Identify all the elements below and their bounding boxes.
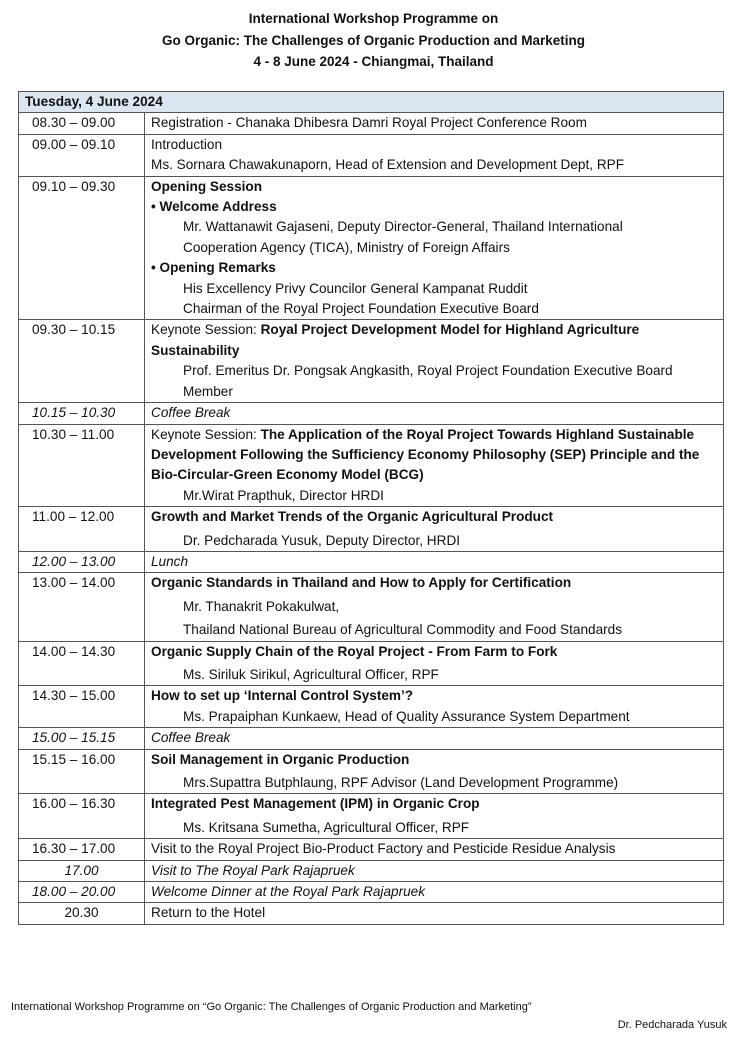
session-cell [145,903,724,924]
header-line-1: International Workshop Programme on [248,11,499,26]
speaker-text: Mr.Wirat Prapthuk, Director HRDI [183,487,384,503]
session-cell [145,686,724,728]
day-heading: Tuesday, 4 June 2024 [19,92,724,113]
time-cell: 15.15 – 16.00 [19,749,145,794]
session-text: Coffee Break [151,405,231,421]
session-title: Royal Project Development Model for Highland Agriculture Sustainability [151,322,640,358]
session-prefix: Keynote Session: [151,322,261,338]
session-text: Return to the Hotel [151,905,266,921]
time-cell: 09.00 – 09.10 [19,134,145,176]
table-row [19,176,724,320]
session-cell [145,882,724,903]
time-cell: 16.00 – 16.30 [19,794,145,839]
session-cell [145,551,724,572]
session-cell [145,794,724,839]
session-prefix: Keynote Session: [151,426,261,442]
time-cell: 08.30 – 09.00 [19,113,145,134]
speaker-text: Dr. Pedcharada Yusuk, Deputy Director, HRDI [183,532,461,548]
table-row [19,794,724,839]
time-cell: 10.30 – 11.00 [19,424,145,507]
session-title: Organic Standards in Thailand and How to Apply for Certification [151,575,572,591]
table-row [19,507,724,552]
session-text: Coffee Break [151,730,231,746]
table-row [19,134,724,176]
speaker-text: Ms. Prapaiphan Kunkaew, Head of Quality Assurance System Department [183,708,630,724]
session-cell [145,403,724,424]
table-row [19,860,724,881]
session-cell [145,860,724,881]
table-row [19,903,724,924]
time-cell: 17.00 [19,860,145,881]
day-header-row [19,92,724,113]
session-cell [145,749,724,794]
document-header [0,8,747,73]
speaker-text: Ms. Siriluk Sirikul, Agricultural Officer, RPF [183,666,439,682]
table-row [19,403,724,424]
session-title: The Application of the Royal Project Towards Highland Sustainable Development Following the Sufficiency Economy Philosophy (SEP) Principle and the Bio-Circular-Green Economy Model (BCG) [151,426,700,483]
session-cell [145,507,724,552]
table-row [19,320,724,403]
header-line-2: Go Organic: The Challenges of Organic Production and Marketing [161,32,586,48]
speaker-text: Prof. Emeritus Dr. Pongsak Angkasith, Royal Project Foundation Executive Board Member [183,363,673,399]
session-title: Organic Supply Chain of the Royal Project - From Farm to Fork [151,643,558,659]
session-cell [145,573,724,641]
session-cell [145,839,724,860]
time-cell: 14.00 – 14.30 [19,641,145,686]
table-row [19,728,724,749]
time-cell: 16.30 – 17.00 [19,839,145,860]
speaker-text: Mrs.Supattra Butphlaung, RPF Advisor (Land Development Programme) [183,775,619,790]
table-row [19,113,724,134]
table-row [19,749,724,794]
session-cell [145,728,724,749]
session-text: Visit to The Royal Park Rajapruek [151,862,355,878]
time-cell: 14.30 – 15.00 [19,686,145,728]
table-row [19,551,724,572]
session-text: Introduction [151,136,223,152]
session-heading [151,425,717,486]
session-title: Integrated Pest Management (IPM) in Organic Crop [151,796,480,812]
session-title: Growth and Market Trends of the Organic Agricultural Product [151,509,554,525]
session-text: Visit to the Royal Project Bio-Product Factory and Pesticide Residue Analysis [151,841,616,857]
session-cell [145,134,724,176]
time-cell: 15.00 – 15.15 [19,728,145,749]
bullet-welcome-address: • Welcome Address [151,199,277,215]
session-cell [145,424,724,507]
session-cell [145,641,724,686]
time-cell: 11.00 – 12.00 [19,507,145,552]
session-title: How to set up ‘Internal Control System’? [151,688,414,704]
speaker-org-text: Thailand National Bureau of Agricultural Commodity and Food Standards [183,622,623,638]
table-row [19,839,724,860]
footer-programme-title: International Workshop Programme on “Go Organic: The Challenges of Organic Production and Marketing” [11,1001,532,1013]
session-text: Registration - Chanaka Dhibesra Damri Royal Project Conference Room [151,115,587,131]
time-cell: 09.30 – 10.15 [19,320,145,403]
speaker-text: Cooperation Agency (TICA), Ministry of Foreign Affairs [183,239,510,255]
programme-table [18,91,724,925]
time-cell: 20.30 [19,903,145,924]
session-title: Soil Management in Organic Production [151,751,410,767]
table-row [19,573,724,641]
time-cell: 09.10 – 09.30 [19,176,145,320]
session-cell [145,113,724,134]
session-heading [151,320,717,361]
speaker-text: Chairman of the Royal Project Foundation Executive Board [183,301,539,317]
header-line-3: 4 - 8 June 2024 - Chiangmai, Thailand [253,54,494,69]
speaker-text: His Excellency Privy Councilor General Kampanat Ruddit [183,280,528,296]
table-row [19,686,724,728]
footer-author: Dr. Pedcharada Yusuk [617,1019,727,1031]
session-title: Opening Session [151,178,263,194]
time-cell: 18.00 – 20.00 [19,882,145,903]
speaker-text: Ms. Sornara Chawakunaporn, Head of Extension and Development Dept, RPF [151,157,625,173]
table-row [19,641,724,686]
table-row [19,424,724,507]
session-cell [145,320,724,403]
session-text: Welcome Dinner at the Royal Park Rajapruek [151,884,426,900]
speaker-text: Mr. Wattanawit Gajaseni, Deputy Director-General, Thailand International [183,219,623,235]
table-row [19,882,724,903]
speaker-text: Ms. Kritsana Sumetha, Agricultural Officer, RPF [183,819,470,835]
bullet-opening-remarks: • Opening Remarks [151,260,276,276]
time-cell: 13.00 – 14.00 [19,573,145,641]
speaker-text: Mr. Thanakrit Pokakulwat, [183,598,340,614]
session-text: Lunch [151,553,189,569]
time-cell: 12.00 – 13.00 [19,551,145,572]
session-cell [145,176,724,320]
time-cell: 10.15 – 10.30 [19,403,145,424]
